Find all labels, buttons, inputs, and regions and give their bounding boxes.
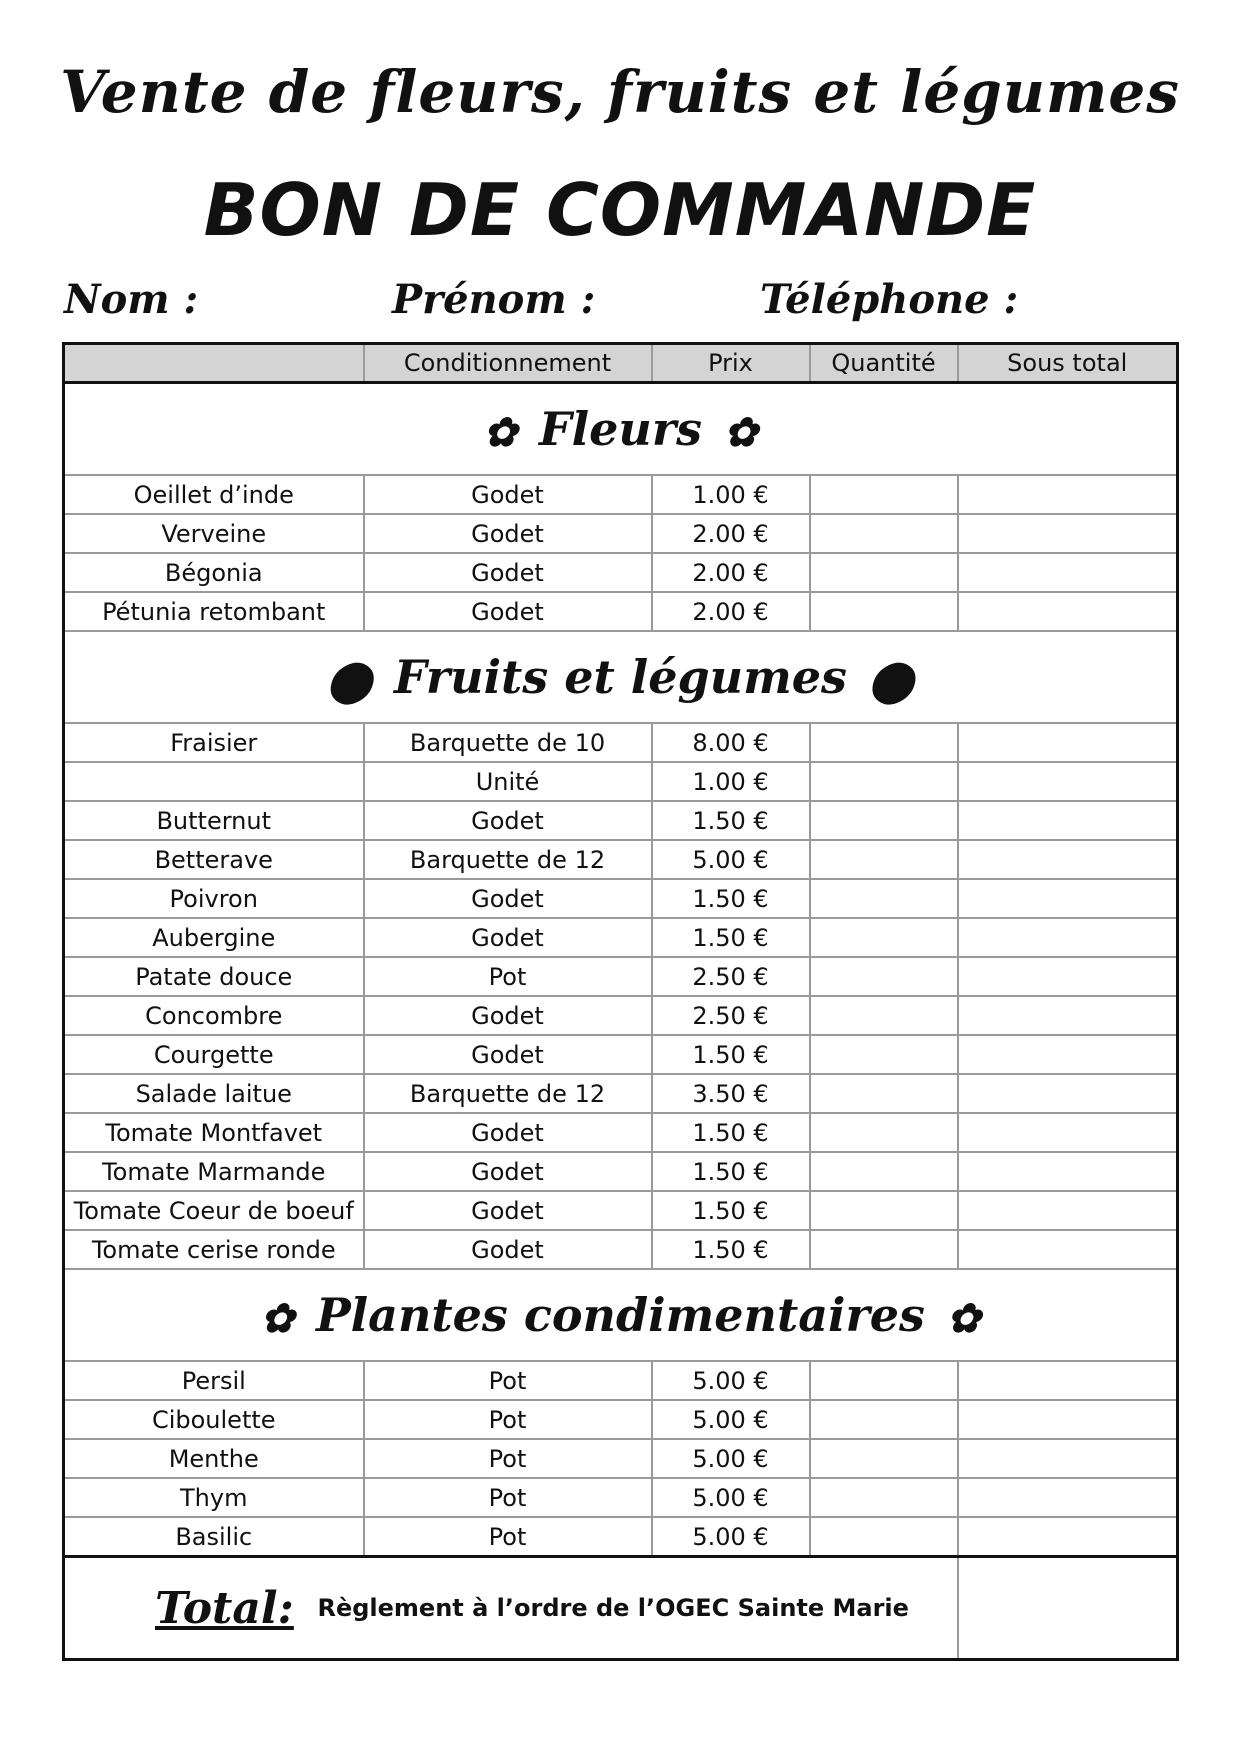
table-row bbox=[64, 514, 1178, 553]
table-row bbox=[64, 1074, 1178, 1113]
document-title: BON DE COMMANDE bbox=[203, 168, 1037, 252]
table-body bbox=[64, 383, 1178, 1557]
prix: 2.00 € bbox=[652, 553, 810, 592]
product-name: Ciboulette bbox=[64, 1400, 364, 1439]
total-row bbox=[64, 1557, 1178, 1660]
quantite-field[interactable] bbox=[810, 762, 958, 801]
prix: 5.00 € bbox=[652, 1517, 810, 1557]
prix: 1.50 € bbox=[652, 918, 810, 957]
quantite-field[interactable] bbox=[810, 514, 958, 553]
section-title: Plantes condimentaires bbox=[316, 1287, 925, 1342]
product-name: Basilic bbox=[64, 1517, 364, 1557]
section-header-row bbox=[64, 631, 1178, 723]
sous-total-field[interactable] bbox=[958, 879, 1178, 918]
quantite-field[interactable] bbox=[810, 553, 958, 592]
table-row bbox=[64, 1113, 1178, 1152]
flower-icon: ✿ bbox=[946, 1295, 981, 1343]
table-row bbox=[64, 1035, 1178, 1074]
table-row bbox=[64, 1439, 1178, 1478]
section-title: Fruits et légumes bbox=[394, 649, 847, 704]
table-row bbox=[64, 1230, 1178, 1269]
conditionnement: Unité bbox=[364, 762, 652, 801]
conditionnement: Godet bbox=[364, 592, 652, 631]
product-name: Tomate Marmande bbox=[64, 1152, 364, 1191]
total-cell bbox=[64, 1557, 958, 1660]
quantite-field[interactable] bbox=[810, 475, 958, 514]
prix: 1.50 € bbox=[652, 801, 810, 840]
quantite-field[interactable] bbox=[810, 1517, 958, 1557]
product-name: Thym bbox=[64, 1478, 364, 1517]
quantite-field[interactable] bbox=[810, 1113, 958, 1152]
conditionnement: Pot bbox=[364, 1361, 652, 1400]
quantite-field[interactable] bbox=[810, 918, 958, 957]
table-row bbox=[64, 1152, 1178, 1191]
quantite-field[interactable] bbox=[810, 1361, 958, 1400]
product-name: Tomate Coeur de boeuf bbox=[64, 1191, 364, 1230]
product-name: Salade laitue bbox=[64, 1074, 364, 1113]
prix: 8.00 € bbox=[652, 723, 810, 762]
sous-total-field[interactable] bbox=[958, 801, 1178, 840]
product-name: Aubergine bbox=[64, 918, 364, 957]
flower-icon: ✿ bbox=[260, 1295, 295, 1343]
quantite-field[interactable] bbox=[810, 1478, 958, 1517]
conditionnement: Barquette de 12 bbox=[364, 840, 652, 879]
section-header-row bbox=[64, 383, 1178, 476]
prix: 2.50 € bbox=[652, 996, 810, 1035]
sous-total-field[interactable] bbox=[958, 592, 1178, 631]
total-label: Total: bbox=[155, 1582, 294, 1634]
sous-total-field[interactable] bbox=[958, 553, 1178, 592]
quantite-field[interactable] bbox=[810, 1191, 958, 1230]
prix: 1.00 € bbox=[652, 475, 810, 514]
product-name: Concombre bbox=[64, 996, 364, 1035]
sous-total-field[interactable] bbox=[958, 1517, 1178, 1557]
product-name: Tomate cerise ronde bbox=[64, 1230, 364, 1269]
prix: 1.50 € bbox=[652, 1191, 810, 1230]
conditionnement: Godet bbox=[364, 918, 652, 957]
table-row bbox=[64, 1400, 1178, 1439]
prix: 1.50 € bbox=[652, 1152, 810, 1191]
quantite-field[interactable] bbox=[810, 1439, 958, 1478]
table-row bbox=[64, 723, 1178, 762]
section-title-cell bbox=[64, 383, 1178, 476]
table-row bbox=[64, 879, 1178, 918]
total-amount-field[interactable] bbox=[958, 1557, 1178, 1660]
table-row bbox=[64, 957, 1178, 996]
conditionnement: Pot bbox=[364, 957, 652, 996]
order-table bbox=[62, 342, 1179, 1661]
prix: 2.00 € bbox=[652, 592, 810, 631]
quantite-field[interactable] bbox=[810, 879, 958, 918]
quantite-field[interactable] bbox=[810, 1400, 958, 1439]
column-header-prix: Prix bbox=[652, 344, 810, 383]
prix: 1.50 € bbox=[652, 879, 810, 918]
table-row bbox=[64, 840, 1178, 879]
prix: 1.50 € bbox=[652, 1230, 810, 1269]
table-row bbox=[64, 1478, 1178, 1517]
conditionnement: Godet bbox=[364, 1152, 652, 1191]
quantite-field[interactable] bbox=[810, 1152, 958, 1191]
product-name: Verveine bbox=[64, 514, 364, 553]
table-row bbox=[64, 475, 1178, 514]
prix: 2.50 € bbox=[652, 957, 810, 996]
product-name: Bégonia bbox=[64, 553, 364, 592]
product-name: Butternut bbox=[64, 801, 364, 840]
table-row bbox=[64, 762, 1178, 801]
prenom-label: Prénom : bbox=[392, 276, 596, 323]
telephone-label: Téléphone : bbox=[760, 276, 1019, 323]
product-name: Courgette bbox=[64, 1035, 364, 1074]
conditionnement: Godet bbox=[364, 475, 652, 514]
conditionnement: Godet bbox=[364, 1035, 652, 1074]
product-name: Tomate Montfavet bbox=[64, 1113, 364, 1152]
product-name bbox=[64, 762, 364, 801]
strawberry-icon: ⬤ bbox=[327, 657, 373, 705]
quantite-field[interactable] bbox=[810, 996, 958, 1035]
payment-note: Règlement à l’ordre de l’OGEC Sainte Marie bbox=[317, 1594, 909, 1622]
sous-total-field[interactable] bbox=[958, 1035, 1178, 1074]
prix: 3.50 € bbox=[652, 1074, 810, 1113]
sous-total-field[interactable] bbox=[958, 475, 1178, 514]
column-header-sous-total: Sous total bbox=[958, 344, 1178, 383]
strawberry-icon: ⬤ bbox=[868, 657, 914, 705]
sous-total-field[interactable] bbox=[958, 1400, 1178, 1439]
conditionnement: Godet bbox=[364, 1191, 652, 1230]
sous-total-field[interactable] bbox=[958, 1074, 1178, 1113]
prix: 5.00 € bbox=[652, 1361, 810, 1400]
prix: 1.50 € bbox=[652, 1113, 810, 1152]
document-subtitle: Vente de fleurs, fruits et légumes bbox=[60, 58, 1180, 126]
product-name: Persil bbox=[64, 1361, 364, 1400]
conditionnement: Pot bbox=[364, 1517, 652, 1557]
column-header-quantite: Quantité bbox=[810, 344, 958, 383]
sous-total-field[interactable] bbox=[958, 1191, 1178, 1230]
product-name: Oeillet d’inde bbox=[64, 475, 364, 514]
conditionnement: Pot bbox=[364, 1478, 652, 1517]
conditionnement: Pot bbox=[364, 1400, 652, 1439]
section-header-row bbox=[64, 1269, 1178, 1361]
prix: 2.00 € bbox=[652, 514, 810, 553]
product-name: Poivron bbox=[64, 879, 364, 918]
conditionnement: Godet bbox=[364, 1230, 652, 1269]
prix: 1.00 € bbox=[652, 762, 810, 801]
prix: 1.50 € bbox=[652, 1035, 810, 1074]
quantite-field[interactable] bbox=[810, 957, 958, 996]
quantite-field[interactable] bbox=[810, 1230, 958, 1269]
conditionnement: Godet bbox=[364, 996, 652, 1035]
sous-total-field[interactable] bbox=[958, 514, 1178, 553]
table-row bbox=[64, 918, 1178, 957]
sous-total-field[interactable] bbox=[958, 957, 1178, 996]
conditionnement: Godet bbox=[364, 879, 652, 918]
table-row bbox=[64, 1517, 1178, 1557]
column-header-conditionnement: Conditionnement bbox=[364, 344, 652, 383]
sous-total-field[interactable] bbox=[958, 840, 1178, 879]
column-header-product bbox=[64, 344, 364, 383]
table-row bbox=[64, 553, 1178, 592]
conditionnement: Pot bbox=[364, 1439, 652, 1478]
flower-icon: ✿ bbox=[483, 409, 517, 457]
table-row bbox=[64, 801, 1178, 840]
nom-label: Nom : bbox=[64, 276, 199, 323]
sous-total-field[interactable] bbox=[958, 996, 1178, 1035]
prix: 5.00 € bbox=[652, 1400, 810, 1439]
quantite-field[interactable] bbox=[810, 723, 958, 762]
prix: 5.00 € bbox=[652, 1478, 810, 1517]
quantite-field[interactable] bbox=[810, 1035, 958, 1074]
prix: 5.00 € bbox=[652, 840, 810, 879]
section-title-cell bbox=[64, 631, 1178, 723]
conditionnement: Barquette de 10 bbox=[364, 723, 652, 762]
sous-total-field[interactable] bbox=[958, 1230, 1178, 1269]
product-name: Betterave bbox=[64, 840, 364, 879]
sous-total-field[interactable] bbox=[958, 1113, 1178, 1152]
section-title: Fleurs bbox=[539, 401, 702, 456]
sous-total-field[interactable] bbox=[958, 1152, 1178, 1191]
sous-total-field[interactable] bbox=[958, 918, 1178, 957]
quantite-field[interactable] bbox=[810, 1074, 958, 1113]
product-name: Menthe bbox=[64, 1439, 364, 1478]
sous-total-field[interactable] bbox=[958, 723, 1178, 762]
conditionnement: Godet bbox=[364, 553, 652, 592]
conditionnement: Barquette de 12 bbox=[364, 1074, 652, 1113]
table-row bbox=[64, 996, 1178, 1035]
conditionnement: Godet bbox=[364, 1113, 652, 1152]
conditionnement: Godet bbox=[364, 514, 652, 553]
sous-total-field[interactable] bbox=[958, 762, 1178, 801]
quantite-field[interactable] bbox=[810, 801, 958, 840]
sous-total-field[interactable] bbox=[958, 1439, 1178, 1478]
quantite-field[interactable] bbox=[810, 840, 958, 879]
sous-total-field[interactable] bbox=[958, 1361, 1178, 1400]
quantite-field[interactable] bbox=[810, 592, 958, 631]
sous-total-field[interactable] bbox=[958, 1478, 1178, 1517]
flower-icon: ✿ bbox=[723, 409, 758, 457]
product-name: Fraisier bbox=[64, 723, 364, 762]
prix: 5.00 € bbox=[652, 1439, 810, 1478]
table-header-row bbox=[64, 344, 1178, 383]
table-row bbox=[64, 1361, 1178, 1400]
conditionnement: Godet bbox=[364, 801, 652, 840]
product-name: Patate douce bbox=[64, 957, 364, 996]
table-row bbox=[64, 1191, 1178, 1230]
section-title-cell bbox=[64, 1269, 1178, 1361]
product-name: Pétunia retombant bbox=[64, 592, 364, 631]
table-row bbox=[64, 592, 1178, 631]
